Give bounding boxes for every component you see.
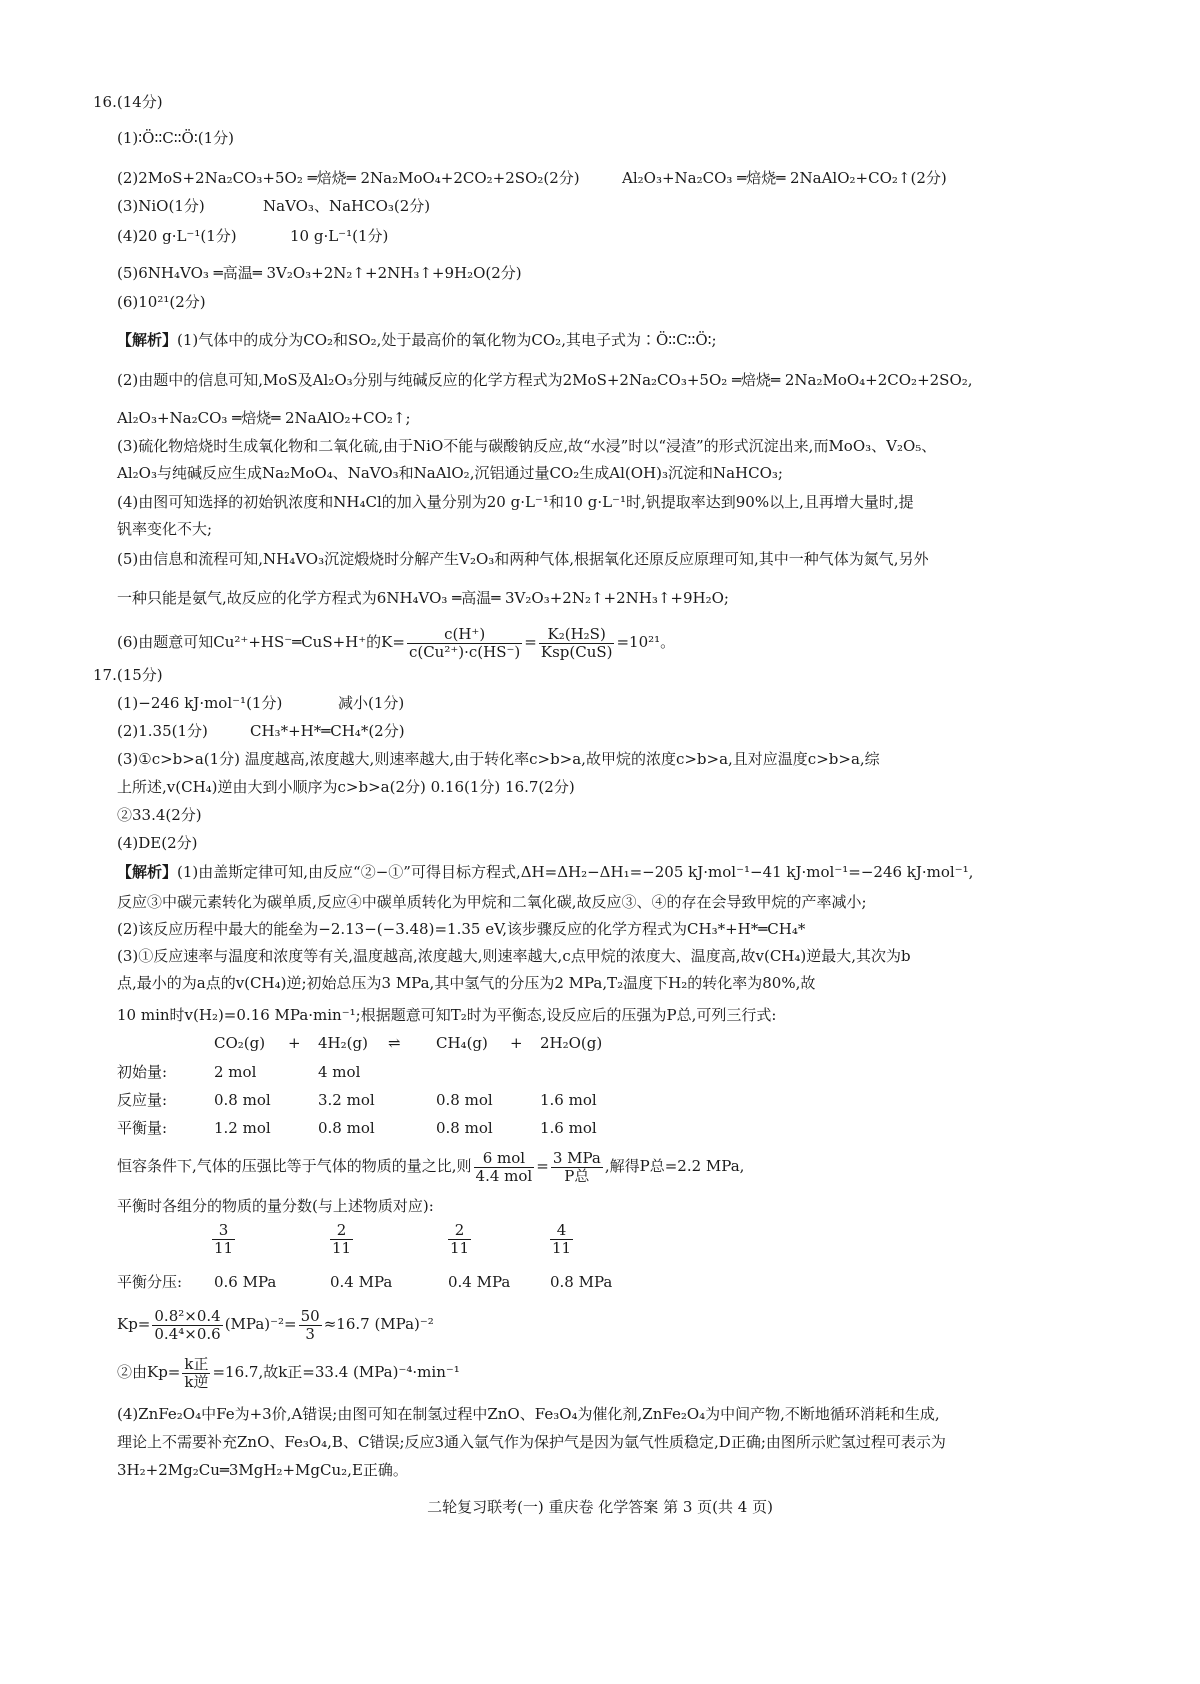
analysis-text: (1)气体中的成分为CO₂和SO₂,处于最高价的氧化物为CO₂,其电子式为∶Ö∶∶C∶∶Ö∶; bbox=[177, 331, 717, 349]
q17-analysis-3a: (3)①反应速率与温度和浓度等有关,温度越高,浓度越大,则速率越大,c点甲烷的浓度大、温度高,故v(CH₄)逆最大,其次为b bbox=[117, 947, 911, 965]
kp-value-denominator: 3 bbox=[305, 1324, 315, 1343]
table-header-h2o: 2H₂O(g) bbox=[540, 1034, 603, 1052]
q17-answer-1a: (1)−246 kJ·mol⁻¹(1分) bbox=[117, 694, 283, 712]
table-cell: 4 mol bbox=[318, 1063, 361, 1081]
q17-answer-3b: 上所述,v(CH₄)逆由大到小顺序为c>b>a(2分) 0.16(1分) 16.7(2分) bbox=[117, 778, 575, 796]
mole-fraction-heading: 平衡时各组分的物质的量分数(与上述物质对应): bbox=[117, 1197, 434, 1215]
fraction-numerator: 2 bbox=[448, 1222, 471, 1240]
partial-pressure-value: 0.4 MPa bbox=[448, 1273, 511, 1291]
table-cell: 1.6 mol bbox=[540, 1091, 597, 1109]
k-fraction-2-denominator: Ksp(CuS) bbox=[540, 642, 613, 661]
kp-value-fraction bbox=[299, 1308, 322, 1343]
table-row-label: 初始量: bbox=[117, 1063, 168, 1081]
analysis-tag: 【解析】 bbox=[117, 863, 178, 881]
q16-analysis-1 bbox=[117, 330, 717, 350]
q17-answer-1b: 减小(1分) bbox=[338, 694, 405, 712]
q16-analysis-4a: (4)由图可知选择的初始钒浓度和NH₄Cl的加入量分别为20 g·L⁻¹和10 g·L⁻¹时,钒提取率达到90%以上,且再增大量时,提 bbox=[117, 493, 914, 511]
q17-header: 17.(15分) bbox=[93, 666, 163, 684]
partial-pressure-value: 0.4 MPa bbox=[330, 1273, 393, 1291]
q16-analysis-2b: Al₂O₃+Na₂CO₃ ═焙烧═ 2NaAlO₂+CO₂↑; bbox=[117, 409, 411, 427]
q16-answer-1: (1)∶Ö∶∶C∶∶Ö∶(1分) bbox=[117, 129, 234, 147]
mole-ratio-fraction bbox=[474, 1150, 535, 1185]
q17-analysis-4a: (4)ZnFe₂O₄中Fe为+3价,A错误;由图可知在制氢过程中ZnO、Fe₃O₄为催化剂,ZnFe₂O₄为中间产物,不断地循环消耗和生成, bbox=[117, 1405, 940, 1423]
q17-answer-3a: (3)①c>b>a(1分) 温度越高,浓度越大,则速率越大,由于转化率c>b>a,故甲烷的浓度c>b>a,且对应温度c>b>a,综 bbox=[117, 750, 880, 768]
q17-answer-3c: ②33.4(2分) bbox=[117, 806, 202, 824]
table-header-plus-2: + bbox=[510, 1034, 523, 1052]
kp-numerator: 0.8²×0.4 bbox=[154, 1306, 221, 1325]
table-cell: 0.8 mol bbox=[436, 1091, 493, 1109]
k-ratio-denominator: k逆 bbox=[184, 1372, 209, 1391]
table-header-plus-1: + bbox=[288, 1034, 301, 1052]
fraction-numerator: 3 bbox=[212, 1222, 235, 1240]
q16-answer-2a: (2)2MoS+2Na₂CO₃+5O₂ ═焙烧═ 2Na₂MoO₄+2CO₂+2SO₂(2分) bbox=[117, 169, 580, 187]
table-header-h2: 4H₂(g) bbox=[318, 1034, 368, 1052]
table-row-label: 反应量: bbox=[117, 1091, 168, 1109]
k-ratio-fraction bbox=[182, 1356, 210, 1391]
k-fraction-2 bbox=[539, 626, 615, 661]
kp-prefix: Kp= bbox=[117, 1315, 151, 1333]
table-header-co2: CO₂(g) bbox=[214, 1034, 266, 1052]
fraction-numerator: 2 bbox=[330, 1222, 353, 1240]
q17-analysis-3b: 点,最小的为a点的v(CH₄)逆;初始总压为3 MPa,其中氢气的分压为2 MPa,T₂温度下H₂的转化率为80%,故 bbox=[117, 974, 816, 992]
q16-analysis-4b: 钒率变化不大; bbox=[117, 520, 213, 538]
mole-fraction bbox=[328, 1222, 355, 1257]
q17-analysis-1b: 反应③中碳元素转化为碳单质,反应④中碳单质转化为甲烷和二氧化碳,故反应③、④的存在会导致甲烷的产率减小; bbox=[117, 893, 867, 911]
mole-fraction bbox=[210, 1222, 237, 1257]
pressure-ratio-denominator: P总 bbox=[564, 1166, 590, 1185]
pressure-ratio-line: 恒容条件下,气体的压强比等于气体的物质的量之比,则 $\frac{\text{6 mol}}{\text{4.4 mol}}$ = $\frac{\text{3 MPa}}{\text{P总}}$ ,解得P总=2.2 MPa, bbox=[117, 1148, 745, 1185]
table-cell: 0.8 mol bbox=[214, 1091, 271, 1109]
analysis-text: (1)由盖斯定律可知,由反应“②−①”可得目标方程式,ΔH=ΔH₂−ΔH₁=−205 kJ·mol⁻¹−41 kJ·mol⁻¹=−246 kJ·mol⁻¹, bbox=[177, 863, 974, 881]
q16-answer-2b: Al₂O₃+Na₂CO₃ ═焙烧═ 2NaAlO₂+CO₂↑(2分) bbox=[622, 169, 947, 187]
q17-analysis-2: (2)该反应历程中最大的能垒为−2.13−(−3.48)=1.35 eV,该步骤反应的化学方程式为CH₃*+H*═CH₄* bbox=[117, 920, 806, 938]
partial-pressure-value: 0.8 MPa bbox=[550, 1273, 613, 1291]
kp-denominator: 0.4⁴×0.6 bbox=[154, 1324, 221, 1343]
kp-calculation bbox=[117, 1304, 434, 1344]
q17-analysis-1a bbox=[117, 862, 973, 882]
k-ratio-numerator: k正 bbox=[184, 1354, 209, 1373]
partial-pressure-value: 0.6 MPa bbox=[214, 1273, 277, 1291]
table-cell: 2 mol bbox=[214, 1063, 257, 1081]
q17-answer-2a: (2)1.35(1分) bbox=[117, 722, 208, 740]
q17-analysis-4c: 3H₂+2Mg₂Cu═3MgH₂+MgCu₂,E正确。 bbox=[117, 1461, 408, 1479]
mole-ratio-denominator: 4.4 mol bbox=[475, 1166, 533, 1185]
q16-answer-4a: (4)20 g·L⁻¹(1分) bbox=[117, 227, 237, 245]
k-forward-calculation bbox=[117, 1352, 460, 1392]
table-row-label: 平衡量: bbox=[117, 1119, 168, 1137]
mole-fraction bbox=[548, 1222, 575, 1257]
pressure-ratio-numerator: 3 MPa bbox=[552, 1148, 601, 1167]
table-header-equilibrium-arrow: ⇌ bbox=[388, 1034, 401, 1052]
table-cell: 1.6 mol bbox=[540, 1119, 597, 1137]
analysis-tag: 【解析】 bbox=[117, 331, 178, 349]
k-forward-prefix: ②由Kp= bbox=[117, 1363, 181, 1381]
table-cell: 3.2 mol bbox=[318, 1091, 375, 1109]
q16-analysis-3b: Al₂O₃与纯碱反应生成Na₂MoO₄、NaVO₃和NaAlO₂,沉铝通过量CO₂生成Al(OH)₃沉淀和NaHCO₃; bbox=[117, 464, 783, 482]
q16-analysis-3a: (3)硫化物焙烧时生成氧化物和二氧化硫,由于NiO不能与碳酸钠反应,故“水浸”时以“浸渣”的形式沉淀出来,而MoO₃、V₂O₅、 bbox=[117, 437, 937, 455]
q16-analysis-5b: 一种只能是氨气,故反应的化学方程式为6NH₄VO₃ ═高温═ 3V₂O₃+2N₂↑+2NH₃↑+9H₂O; bbox=[117, 589, 729, 607]
q16-answer-3b: NaVO₃、NaHCO₃(2分) bbox=[263, 197, 431, 215]
k-expression-prefix: (6)由题意可知Cu²⁺+HS⁻═CuS+H⁺的K= bbox=[117, 633, 405, 651]
table-cell: 0.8 mol bbox=[318, 1119, 375, 1137]
table-cell: 1.2 mol bbox=[214, 1119, 271, 1137]
kp-fraction bbox=[152, 1308, 222, 1343]
page-footer: 二轮复习联考(一) 重庆卷 化学答案 第 3 页(共 4 页) bbox=[427, 1498, 773, 1516]
q17-analysis-3c: 10 min时v(H₂)=0.16 MPa·min⁻¹;根据题意可知T₂时为平衡态,设反应后的压强为P总,可列三行式: bbox=[117, 1006, 777, 1024]
fraction-denominator: 11 bbox=[552, 1239, 572, 1257]
q16-header: 16.(14分) bbox=[93, 93, 163, 111]
kp-unit: (MPa)⁻²= bbox=[224, 1315, 297, 1333]
pressure-ratio-fraction bbox=[551, 1150, 603, 1185]
k-forward-result: =16.7,故k正=33.4 (MPa)⁻⁴·min⁻¹ bbox=[212, 1363, 460, 1381]
k-fraction-1 bbox=[407, 626, 522, 661]
q16-answer-5: (5)6NH₄VO₃ ═高温═ 3V₂O₃+2N₂↑+2NH₃↑+9H₂O(2分) bbox=[117, 264, 522, 282]
q16-analysis-2a: (2)由题中的信息可知,MoS及Al₂O₃分别与纯碱反应的化学方程式为2MoS+2Na₂CO₃+5O₂ ═焙烧═ 2Na₂MoO₄+2CO₂+2SO₂, bbox=[117, 371, 973, 389]
fraction-denominator: 11 bbox=[214, 1239, 234, 1257]
kp-value-numerator: 50 bbox=[300, 1306, 320, 1325]
fraction-denominator: 11 bbox=[450, 1239, 470, 1257]
q17-answer-4: (4)DE(2分) bbox=[117, 834, 198, 852]
q16-answer-4b: 10 g·L⁻¹(1分) bbox=[290, 227, 389, 245]
table-header-ch4: CH₄(g) bbox=[436, 1034, 488, 1052]
q17-analysis-4b: 理论上不需要补充ZnO、Fe₃O₄,B、C错误;反应3通入氩气作为保护气是因为氩气性质稳定,D正确;由图所示贮氢过程可表示为 bbox=[117, 1433, 946, 1451]
fraction-denominator: 11 bbox=[332, 1239, 352, 1257]
q17-answer-2b: CH₃*+H*═CH₄*(2分) bbox=[250, 722, 405, 740]
mole-fraction bbox=[446, 1222, 473, 1257]
partial-pressure-label: 平衡分压: bbox=[117, 1273, 183, 1291]
q16-answer-3a: (3)NiO(1分) bbox=[117, 197, 205, 215]
q16-answer-6: (6)10²¹(2分) bbox=[117, 293, 206, 311]
k-expression-result: =10²¹。 bbox=[616, 633, 676, 651]
kp-result: ≈16.7 (MPa)⁻² bbox=[323, 1315, 434, 1333]
pressure-ratio-text: 恒容条件下,气体的压强比等于气体的物质的量之比,则 bbox=[117, 1157, 472, 1175]
mole-ratio-numerator: 6 mol bbox=[474, 1150, 535, 1168]
q16-analysis-6: (6)由题意可知Cu²⁺+HS⁻═CuS+H⁺的K= $\frac{c(H^+)}{\text{c(Cu²⁺)·c(HS⁻)}}$ = $\frac{\text{K₂(H₂S)}}{\text{Ksp(CuS)}}$ =10²¹。 bbox=[117, 624, 676, 661]
total-pressure-result: ,解得P总=2.2 MPa, bbox=[604, 1157, 745, 1175]
k-fraction-1-numerator: c(H⁺) bbox=[407, 626, 522, 644]
q16-analysis-5a: (5)由信息和流程可知,NH₄VO₃沉淀煅烧时分解产生V₂O₃和两种气体,根据氧化还原反应原理可知,其中一种气体为氮气,另外 bbox=[117, 550, 929, 568]
k-fraction-2-numerator: K₂(H₂S) bbox=[539, 626, 615, 644]
fraction-numerator: 4 bbox=[550, 1222, 573, 1240]
k-fraction-1-denominator: c(Cu²⁺)·c(HS⁻) bbox=[408, 642, 521, 661]
table-cell: 0.8 mol bbox=[436, 1119, 493, 1137]
